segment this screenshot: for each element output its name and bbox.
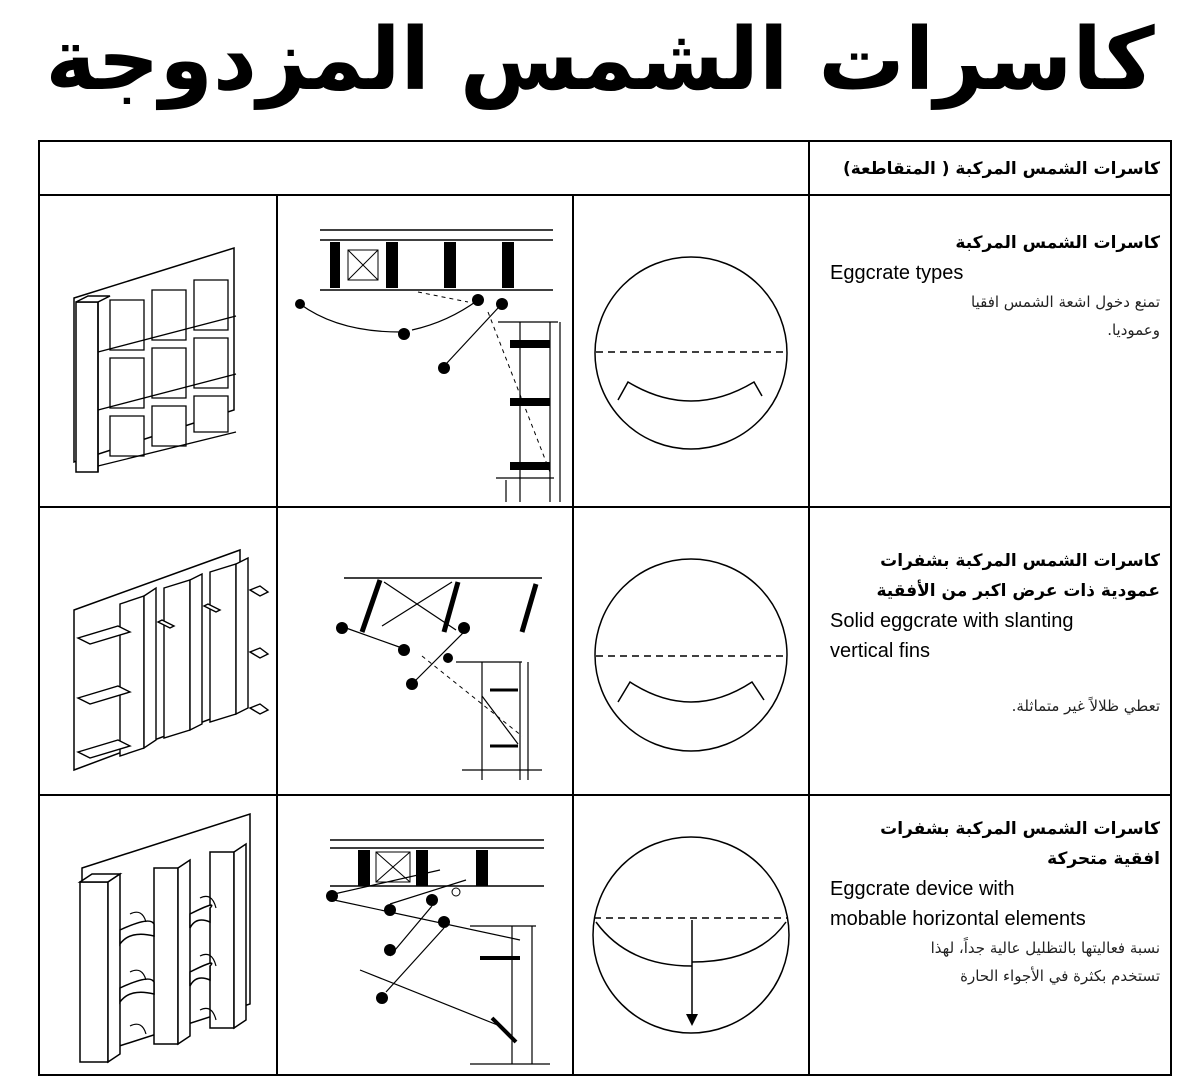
row-name-en: Eggcrate device with — [830, 878, 1015, 900]
page-title: كاسرات الشمس المزدوجة — [45, 10, 1155, 110]
section-plan-diagram — [320, 830, 560, 1070]
row-name-ar: عمودية ذات عرض اكبر من الأفقية — [876, 581, 1160, 601]
row-name-ar: كاسرات الشمس المركبة — [955, 233, 1160, 253]
table-row — [830, 228, 1160, 344]
row-name-ar: كاسرات الشمس المركبة بشفرات — [880, 551, 1160, 571]
isometric-eggcrate-diagram — [54, 240, 264, 480]
table-divider — [40, 794, 1170, 796]
section-plan-diagram — [322, 566, 562, 780]
row-name-ar: افقية متحركة — [1047, 849, 1160, 869]
row-desc-ar: تعطي ظلالاً غير متماثلة. — [1011, 697, 1160, 715]
row-name-en: Solid eggcrate with slanting — [830, 610, 1074, 632]
row-desc-ar: وعموديا. — [1107, 321, 1160, 339]
row-name-en: mobable horizontal elements — [830, 908, 1086, 930]
shading-mask-diagram — [588, 250, 794, 456]
table-header-label: كاسرات الشمس المركبة ( المتقاطعة) — [842, 159, 1160, 179]
section-plan-diagram — [288, 212, 564, 502]
isometric-eggcrate-diagram — [60, 548, 274, 776]
table-divider — [40, 194, 1170, 196]
row-desc-ar: تمنع دخول اشعة الشمس افقيا — [971, 293, 1160, 311]
row-desc-ar: تستخدم بكثرة في الأجواء الحارة — [960, 967, 1160, 985]
shading-mask-diagram — [588, 828, 794, 1042]
table-divider — [40, 506, 1170, 508]
table-divider — [276, 194, 278, 1074]
shading-mask-diagram — [588, 552, 794, 758]
row-name-en: vertical fins — [830, 640, 931, 662]
isometric-eggcrate-diagram — [70, 812, 274, 1068]
row-name-en: Eggcrate types — [830, 262, 964, 284]
row-desc-ar: نسبة فعاليتها بالتظليل عالية جداً، لهذا — [930, 939, 1160, 957]
row-name-ar: كاسرات الشمس المركبة بشفرات — [880, 819, 1160, 839]
table-row — [830, 814, 1160, 990]
sunbreaker-table — [38, 140, 1172, 1076]
table-row — [830, 546, 1160, 720]
table-divider — [808, 142, 810, 1074]
table-divider — [572, 194, 574, 1074]
